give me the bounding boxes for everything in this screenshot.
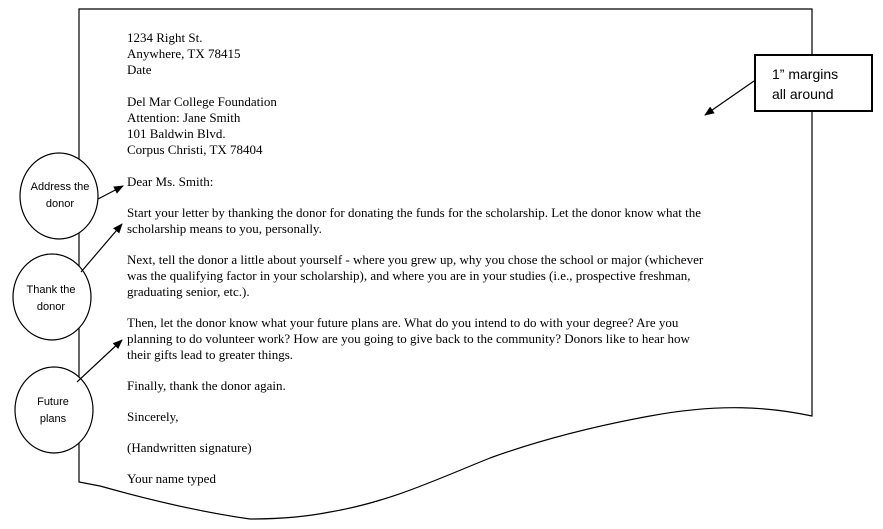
callout-future-label: Future plans — [37, 396, 69, 425]
recipient-address — [127, 94, 757, 158]
paragraph-future-plans: Then, let the donor know what your future plans are. What do you intend to do with your degree? Are you planning to do volunteer work? How are you going to give back to the community? Donors like to hear how their gifts lead to greater things. — [127, 315, 690, 362]
paragraph-about-yourself: Next, tell the donor a little about yourself - where you grew up, why you chose the school or major (whichever was the qualifying factor in your scholarship), and where you are in your studies (i.e., prospective freshman, graduating senior, etc.). — [127, 252, 704, 299]
typed-name: Your name typed — [127, 471, 216, 486]
paragraph-thanks: Start your letter by thanking the donor for donating the funds for the scholarship. Let the donor know what the scholarship means to you, personally. — [127, 205, 702, 236]
recipient-city: Corpus Christi, TX 78404 — [127, 142, 263, 157]
callout-thank-label: Thank the donor — [26, 284, 76, 313]
salutation: Dear Ms. Smith: — [127, 174, 214, 189]
recipient-attention: Attention: Jane Smith — [127, 110, 241, 125]
margin-note-box — [754, 54, 873, 112]
sender-street: 1234 Right St. — [127, 30, 203, 45]
sender-address — [127, 30, 757, 78]
signature-placeholder: (Handwritten signature) — [127, 440, 252, 455]
closing: Sincerely, — [127, 409, 179, 424]
margin-note-line-2: all around — [772, 86, 834, 102]
letter-body — [127, 30, 757, 502]
sender-city: Anywhere, TX 78415 — [127, 46, 241, 61]
margin-note-line-1: 1” margins — [772, 66, 839, 82]
callout-address-label: Address the donor — [30, 181, 90, 210]
recipient-org: Del Mar College Foundation — [127, 94, 277, 109]
recipient-street: 101 Baldwin Blvd. — [127, 126, 226, 141]
sender-date: Date — [127, 62, 152, 77]
paragraph-thank-again: Finally, thank the donor again. — [127, 378, 286, 393]
